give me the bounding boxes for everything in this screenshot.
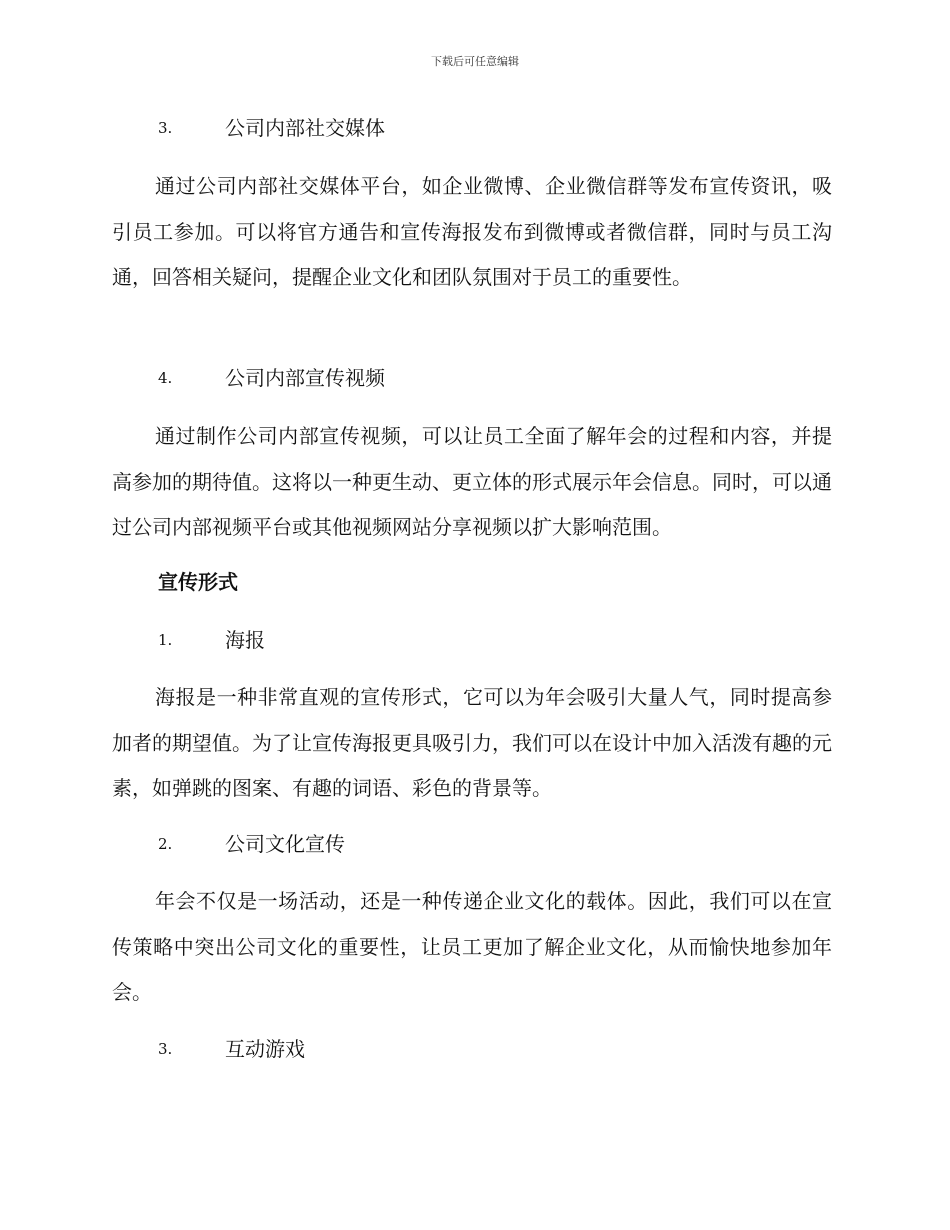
paragraph-social-media: 通过公司内部社交媒体平台，如企业微博、企业微信群等发布宣传资讯，吸引员工参加。可以将官方通告和宣传海报发布到微博或者微信群，同时与员工沟通，回答相关疑问，提醒企业文化和团队氛围对于员工的重要性。 [112, 174, 832, 289]
list-number: 4. [158, 369, 173, 387]
list-label: 公司内部社交媒体 [225, 116, 385, 140]
paragraph-poster: 海报是一种非常直观的宣传形式，它可以为年会吸引大量人气，同时提高参加者的期望值。为了让宣传海报更具吸引力，我们可以在设计中加入活泼有趣的元素，如弹跳的图案、有趣的词语、彩色的背景等。 [112, 685, 832, 800]
list-item-culture [158, 830, 345, 858]
list-item-promo-video [158, 364, 385, 392]
page-header: 下载后可任意编辑 [431, 55, 519, 68]
paragraph-promo-video: 通过制作公司内部宣传视频，可以让员工全面了解年会的过程和内容，并提高参加的期待值。这将以一种更生动、更立体的形式展示年会信息。同时，可以通过公司内部视频平台或其他视频网站分享视频以扩大影响范围。 [112, 424, 832, 539]
list-label: 互动游戏 [225, 1037, 305, 1061]
paragraph-culture: 年会不仅是一场活动，还是一种传递企业文化的载体。因此，我们可以在宣传策略中突出公司文化的重要性，让员工更加了解企业文化，从而愉快地参加年会。 [112, 889, 832, 1004]
list-item-social-media [158, 114, 385, 142]
list-label: 海报 [225, 628, 265, 652]
list-item-games [158, 1035, 305, 1063]
list-number: 3. [158, 1040, 173, 1058]
list-number: 3. [158, 119, 173, 137]
list-item-poster [158, 626, 265, 654]
list-label: 公司文化宣传 [225, 832, 345, 856]
list-number: 1. [158, 631, 173, 649]
section-heading: 宣传形式 [158, 570, 238, 594]
list-number: 2. [158, 835, 173, 853]
list-label: 公司内部宣传视频 [225, 366, 385, 390]
